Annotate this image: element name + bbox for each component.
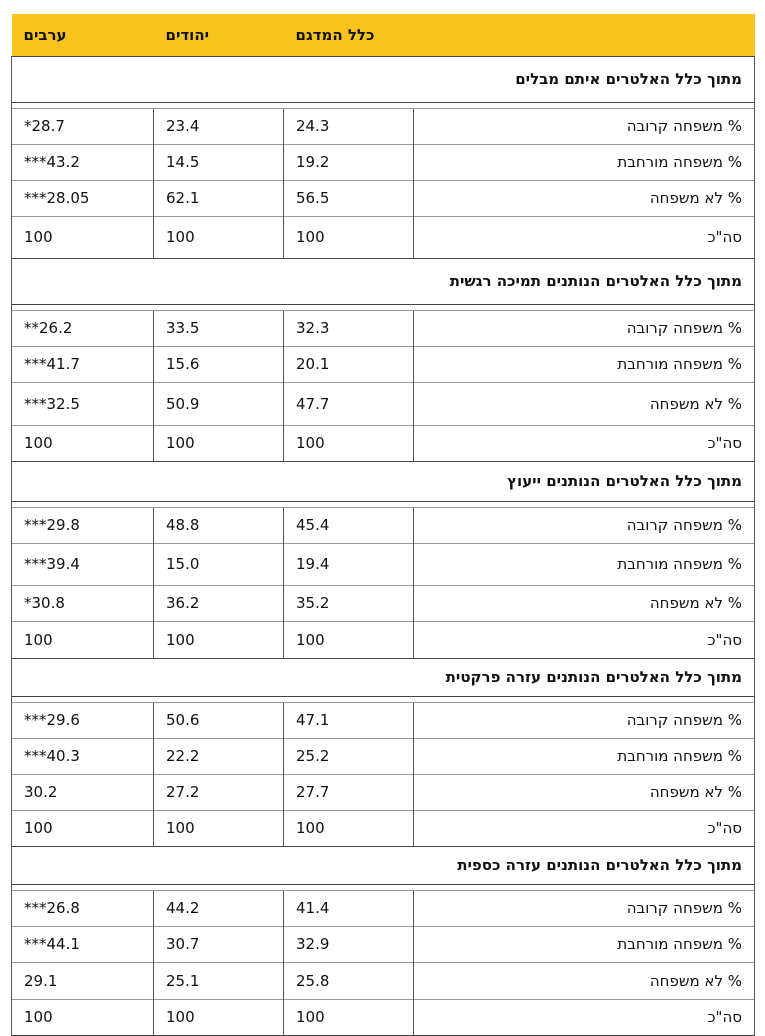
row-label: % משפחה מורחבת: [414, 346, 755, 382]
cell-arabs: 100: [12, 810, 154, 846]
cell-arabs: 43.2***: [12, 144, 154, 180]
table-row: [12, 507, 755, 543]
cell-jews: 22.2: [154, 738, 284, 774]
row-label: % משפחה קרובה: [414, 702, 755, 738]
cell-total-sample: 25.2: [284, 738, 414, 774]
section-header: [12, 258, 755, 304]
row-label: % לא משפחה: [414, 382, 755, 425]
table-row: [12, 810, 755, 846]
row-label: % משפחה קרובה: [414, 507, 755, 543]
results-table: [11, 14, 755, 1036]
cell-jews: 15.0: [154, 543, 284, 585]
cell-total-sample: 24.3: [284, 108, 414, 144]
table-row: [12, 621, 755, 658]
cell-total-sample: 100: [284, 621, 414, 658]
row-label: % לא משפחה: [414, 585, 755, 621]
table-row: [12, 962, 755, 999]
cell-jews: 25.1: [154, 962, 284, 999]
section-title: מתוך כלל האלטרים הנותנים ייעוץ: [12, 461, 755, 501]
cell-total-sample: 100: [284, 425, 414, 461]
cell-arabs: 100: [12, 425, 154, 461]
cell-arabs: 100: [12, 621, 154, 658]
table-row: [12, 926, 755, 962]
table-row: [12, 738, 755, 774]
cell-total-sample: 100: [284, 216, 414, 258]
cell-arabs: 26.2**: [12, 310, 154, 346]
table-row: [12, 543, 755, 585]
cell-jews: 100: [154, 425, 284, 461]
cell-total-sample: 19.4: [284, 543, 414, 585]
section-title: מתוך כלל האלטרים הנותנים עזרה כספית: [12, 846, 755, 884]
row-label: % לא משפחה: [414, 180, 755, 216]
cell-total-sample: 35.2: [284, 585, 414, 621]
cell-arabs: 29.6***: [12, 702, 154, 738]
cell-arabs: 32.5***: [12, 382, 154, 425]
table-row: [12, 999, 755, 1035]
section-title: מתוך כלל האלטרים הנותנים עזרה פרקטית: [12, 658, 755, 696]
cell-jews: 62.1: [154, 180, 284, 216]
table-row: [12, 425, 755, 461]
table-row: [12, 346, 755, 382]
header-total-sample: כלל המדגם: [295, 25, 375, 44]
row-label: % משפחה מורחבת: [414, 543, 755, 585]
cell-jews: 100: [154, 999, 284, 1035]
table-row: [12, 774, 755, 810]
table-row: [12, 108, 755, 144]
cell-total-sample: 19.2: [284, 144, 414, 180]
cell-jews: 50.9: [154, 382, 284, 425]
row-label: % משפחה מורחבת: [414, 144, 755, 180]
header-arabs: ערבים: [23, 25, 67, 44]
section-title: מתוך כלל האלטרים הנותנים תמיכה רגשית: [12, 258, 755, 304]
cell-jews: 44.2: [154, 890, 284, 926]
cell-total-sample: 32.9: [284, 926, 414, 962]
header-label-col: [414, 14, 755, 56]
cell-total-sample: 47.1: [284, 702, 414, 738]
row-label: סה"כ: [414, 999, 755, 1035]
cell-arabs: 100: [12, 999, 154, 1035]
cell-jews: 30.7: [154, 926, 284, 962]
section-header: [12, 461, 755, 501]
cell-arabs: 39.4***: [12, 543, 154, 585]
cell-arabs: 30.8*: [12, 585, 154, 621]
cell-jews: 23.4: [154, 108, 284, 144]
row-label: % משפחה קרובה: [414, 108, 755, 144]
cell-total-sample: 41.4: [284, 890, 414, 926]
cell-total-sample: 32.3: [284, 310, 414, 346]
row-label: % משפחה קרובה: [414, 890, 755, 926]
cell-jews: 33.5: [154, 310, 284, 346]
cell-jews: 100: [154, 621, 284, 658]
cell-arabs: 28.7*: [12, 108, 154, 144]
cell-arabs: 40.3***: [12, 738, 154, 774]
cell-jews: 15.6: [154, 346, 284, 382]
cell-jews: 27.2: [154, 774, 284, 810]
table-row: [12, 216, 755, 258]
section-header: [12, 846, 755, 884]
cell-arabs: 29.1: [12, 962, 154, 999]
cell-jews: 100: [154, 216, 284, 258]
cell-total-sample: 20.1: [284, 346, 414, 382]
table-row: [12, 310, 755, 346]
cell-arabs: 26.8***: [12, 890, 154, 926]
table-row: [12, 144, 755, 180]
header-jews: יהודים: [165, 25, 210, 44]
table-row: [12, 890, 755, 926]
cell-jews: 48.8: [154, 507, 284, 543]
cell-total-sample: 47.7: [284, 382, 414, 425]
section-header: [12, 56, 755, 102]
cell-total-sample: 100: [284, 999, 414, 1035]
row-label: % משפחה מורחבת: [414, 738, 755, 774]
table-row: [12, 702, 755, 738]
cell-arabs: 29.8***: [12, 507, 154, 543]
cell-jews: 100: [154, 810, 284, 846]
cell-total-sample: 56.5: [284, 180, 414, 216]
cell-jews: 50.6: [154, 702, 284, 738]
row-label: % לא משפחה: [414, 962, 755, 999]
cell-arabs: 28.05***: [12, 180, 154, 216]
row-label: סה"כ: [414, 810, 755, 846]
row-label: סה"כ: [414, 216, 755, 258]
row-label: % משפחה קרובה: [414, 310, 755, 346]
cell-arabs: 100: [12, 216, 154, 258]
cell-total-sample: 25.8: [284, 962, 414, 999]
cell-arabs: 41.7***: [12, 346, 154, 382]
table-row: [12, 585, 755, 621]
cell-arabs: 30.2: [12, 774, 154, 810]
cell-total-sample: 45.4: [284, 507, 414, 543]
cell-total-sample: 100: [284, 810, 414, 846]
table-header: [12, 14, 755, 56]
section-header: [12, 658, 755, 696]
section-title: מתוך כלל האלטרים איתם מבלים: [12, 56, 755, 102]
row-label: סה"כ: [414, 621, 755, 658]
cell-total-sample: 27.7: [284, 774, 414, 810]
cell-jews: 14.5: [154, 144, 284, 180]
row-label: סה"כ: [414, 425, 755, 461]
table-row: [12, 382, 755, 425]
table-row: [12, 180, 755, 216]
cell-arabs: 44.1***: [12, 926, 154, 962]
row-label: % לא משפחה: [414, 774, 755, 810]
cell-jews: 36.2: [154, 585, 284, 621]
row-label: % משפחה מורחבת: [414, 926, 755, 962]
